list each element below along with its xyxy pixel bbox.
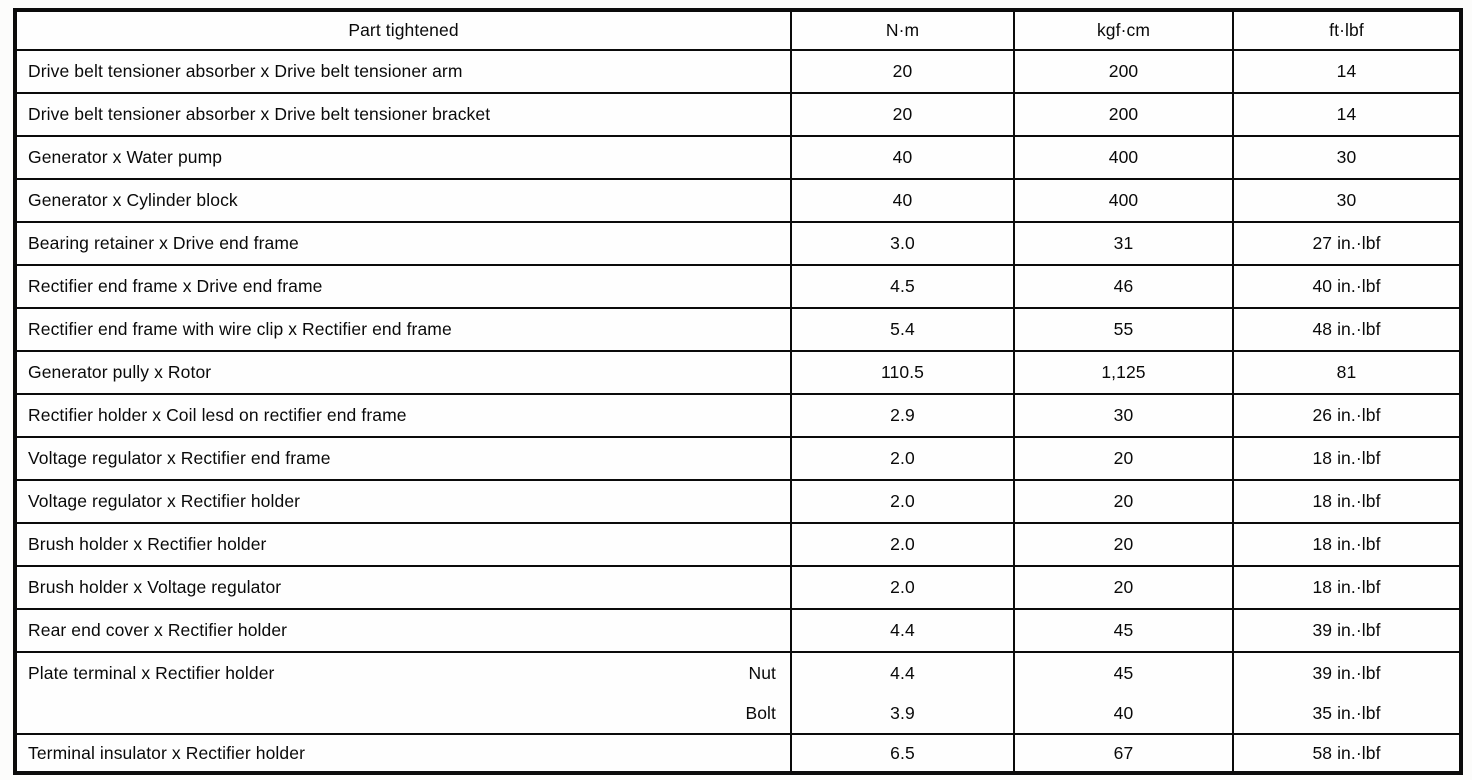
part-cell: Voltage regulator x Rectifier holder — [15, 480, 791, 523]
table-row — [15, 734, 1461, 773]
nm-cell: 20 — [791, 93, 1014, 136]
part-cell: Generator x Cylinder block — [15, 179, 791, 222]
table-row — [15, 93, 1461, 136]
ftlbf-cell: 40 in.·lbf — [1233, 265, 1461, 308]
table-row — [15, 222, 1461, 265]
table-row-plate-terminal — [15, 652, 1461, 734]
nm-cell — [791, 652, 1014, 734]
table-row — [15, 437, 1461, 480]
table-row — [15, 50, 1461, 93]
header-nm: N·m — [791, 10, 1014, 50]
table-row — [15, 394, 1461, 437]
nm-cell: 2.9 — [791, 394, 1014, 437]
part-cell: Brush holder x Voltage regulator — [15, 566, 791, 609]
ftlbf-cell: 14 — [1233, 93, 1461, 136]
ftlbf-cell: 14 — [1233, 50, 1461, 93]
part-cell: Drive belt tensioner absorber x Drive belt tensioner bracket — [15, 93, 791, 136]
nm-cell: 110.5 — [791, 351, 1014, 394]
ftlbf-cell: 48 in.·lbf — [1233, 308, 1461, 351]
part-cell: Drive belt tensioner absorber x Drive belt tensioner arm — [15, 50, 791, 93]
nm-value-nut: 4.4 — [890, 663, 915, 683]
part-cell: Rectifier end frame with wire clip x Rectifier end frame — [15, 308, 791, 351]
header-kgfcm: kgf·cm — [1014, 10, 1233, 50]
table-row — [15, 480, 1461, 523]
torque-spec-table — [13, 8, 1463, 775]
kgfcm-cell: 400 — [1014, 179, 1233, 222]
nm-cell: 40 — [791, 136, 1014, 179]
table-row — [15, 308, 1461, 351]
table-row — [15, 609, 1461, 652]
kgfcm-cell: 31 — [1014, 222, 1233, 265]
header-part-tightened: Part tightened — [15, 10, 791, 50]
part-cell — [15, 652, 791, 734]
sub-label-nut: Nut — [748, 663, 776, 683]
kgfcm-cell: 67 — [1014, 734, 1233, 773]
ftlbf-cell: 26 in.·lbf — [1233, 394, 1461, 437]
kgfcm-cell — [1014, 652, 1233, 734]
table-header-row — [15, 10, 1461, 50]
ftlbf-cell — [1233, 652, 1461, 734]
ftlbf-cell: 30 — [1233, 179, 1461, 222]
kgfcm-cell: 200 — [1014, 50, 1233, 93]
kgfcm-value-bolt: 40 — [1113, 703, 1134, 723]
nm-cell: 2.0 — [791, 437, 1014, 480]
part-cell: Voltage regulator x Rectifier end frame — [15, 437, 791, 480]
nm-cell: 6.5 — [791, 734, 1014, 773]
ftlbf-cell: 81 — [1233, 351, 1461, 394]
table-row — [15, 179, 1461, 222]
part-cell: Generator pully x Rotor — [15, 351, 791, 394]
kgfcm-cell: 20 — [1014, 437, 1233, 480]
ftlbf-cell: 30 — [1233, 136, 1461, 179]
nm-value-bolt: 3.9 — [890, 703, 915, 723]
kgfcm-value-nut: 45 — [1113, 663, 1134, 683]
ftlbf-value-nut: 39 in.·lbf — [1312, 663, 1381, 683]
ftlbf-cell: 39 in.·lbf — [1233, 609, 1461, 652]
table-row — [15, 351, 1461, 394]
part-cell: Generator x Water pump — [15, 136, 791, 179]
kgfcm-cell: 20 — [1014, 566, 1233, 609]
part-label: Plate terminal x Rectifier holder — [28, 663, 275, 683]
part-cell: Rectifier end frame x Drive end frame — [15, 265, 791, 308]
nm-cell: 2.0 — [791, 566, 1014, 609]
sub-label-bolt: Bolt — [745, 703, 776, 723]
part-cell: Terminal insulator x Rectifier holder — [15, 734, 791, 773]
table-row — [15, 136, 1461, 179]
kgfcm-cell: 20 — [1014, 480, 1233, 523]
nm-cell: 2.0 — [791, 480, 1014, 523]
kgfcm-cell: 30 — [1014, 394, 1233, 437]
part-cell: Brush holder x Rectifier holder — [15, 523, 791, 566]
nm-cell: 4.5 — [791, 265, 1014, 308]
ftlbf-cell: 18 in.·lbf — [1233, 480, 1461, 523]
ftlbf-value-bolt: 35 in.·lbf — [1312, 703, 1381, 723]
nm-cell: 2.0 — [791, 523, 1014, 566]
kgfcm-cell: 20 — [1014, 523, 1233, 566]
header-ftlbf: ft·lbf — [1233, 10, 1461, 50]
nm-cell: 20 — [791, 50, 1014, 93]
kgfcm-cell: 200 — [1014, 93, 1233, 136]
nm-cell: 40 — [791, 179, 1014, 222]
kgfcm-cell: 45 — [1014, 609, 1233, 652]
part-cell: Bearing retainer x Drive end frame — [15, 222, 791, 265]
table-row — [15, 523, 1461, 566]
nm-cell: 5.4 — [791, 308, 1014, 351]
kgfcm-cell: 55 — [1014, 308, 1233, 351]
kgfcm-cell: 1,125 — [1014, 351, 1233, 394]
kgfcm-cell: 400 — [1014, 136, 1233, 179]
ftlbf-cell: 58 in.·lbf — [1233, 734, 1461, 773]
nm-cell: 3.0 — [791, 222, 1014, 265]
nm-cell: 4.4 — [791, 609, 1014, 652]
table-row — [15, 566, 1461, 609]
part-cell: Rectifier holder x Coil lesd on rectifier end frame — [15, 394, 791, 437]
part-cell: Rear end cover x Rectifier holder — [15, 609, 791, 652]
ftlbf-cell: 18 in.·lbf — [1233, 523, 1461, 566]
ftlbf-cell: 18 in.·lbf — [1233, 566, 1461, 609]
ftlbf-cell: 18 in.·lbf — [1233, 437, 1461, 480]
table-row — [15, 265, 1461, 308]
ftlbf-cell: 27 in.·lbf — [1233, 222, 1461, 265]
kgfcm-cell: 46 — [1014, 265, 1233, 308]
